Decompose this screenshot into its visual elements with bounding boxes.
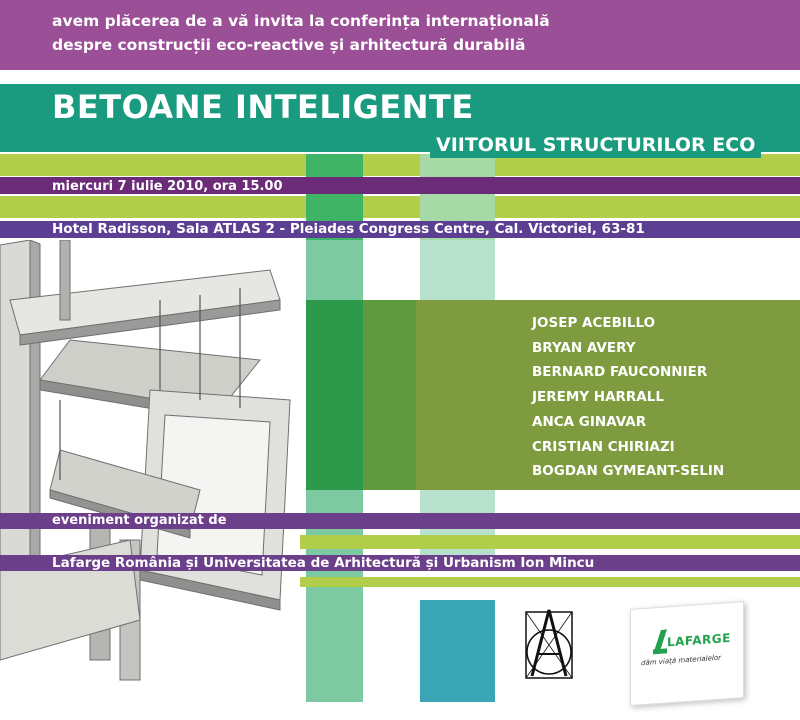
speaker-name: ANCA GINAVAR [532, 414, 647, 430]
invitation-line-1: avem plăcerea de a vă invita la conferința internațională [52, 12, 550, 30]
speaker-name: CRISTIAN CHIRIAZI [532, 439, 675, 455]
lafarge-brand: LAFARGE [667, 630, 731, 650]
olive-block-left [306, 300, 363, 490]
architecture-model-image [0, 240, 300, 702]
speaker-name: BRYAN AVERY [532, 340, 636, 356]
speaker-name: BERNARD FAUCONNIER [532, 364, 708, 380]
university-logo-icon [524, 604, 574, 684]
event-title: BETOANE INTELIGENTE [52, 88, 474, 126]
mint-column-light [420, 240, 495, 300]
lafarge-logo-icon [651, 629, 667, 654]
speaker-name: JEREMY HARRALL [532, 389, 664, 405]
lafarge-logo-card [630, 601, 744, 706]
lafarge-tagline: dăm viață materialelor [641, 653, 722, 668]
event-date-time: miercuri 7 iulie 2010, ora 15.00 [52, 179, 283, 194]
speaker-name: JOSEP ACEBILLO [532, 315, 656, 331]
lime-band-mid [0, 196, 800, 218]
event-location: Hotel Radisson, Sala ATLAS 2 - Pleiades Congress Centre, Cal. Victoriei, 63-81 [52, 221, 645, 237]
event-subtitle: VIITORUL STRUCTURILOR ECO [430, 133, 761, 158]
invitation-band [0, 0, 800, 70]
cyan-square [420, 600, 495, 702]
organizers-names: Lafarge România și Universitatea de Arhitectură și Urbanism Ion Mincu [52, 555, 595, 571]
green-column-light [306, 240, 363, 300]
invitation-line-2: despre construcții eco-reactive și arhitectură durabilă [52, 36, 526, 54]
organizer-label: eveniment organizat de [52, 513, 227, 528]
olive-block-mid [363, 300, 420, 490]
speaker-name: BOGDAN GYMEANT-SELIN [532, 463, 725, 479]
